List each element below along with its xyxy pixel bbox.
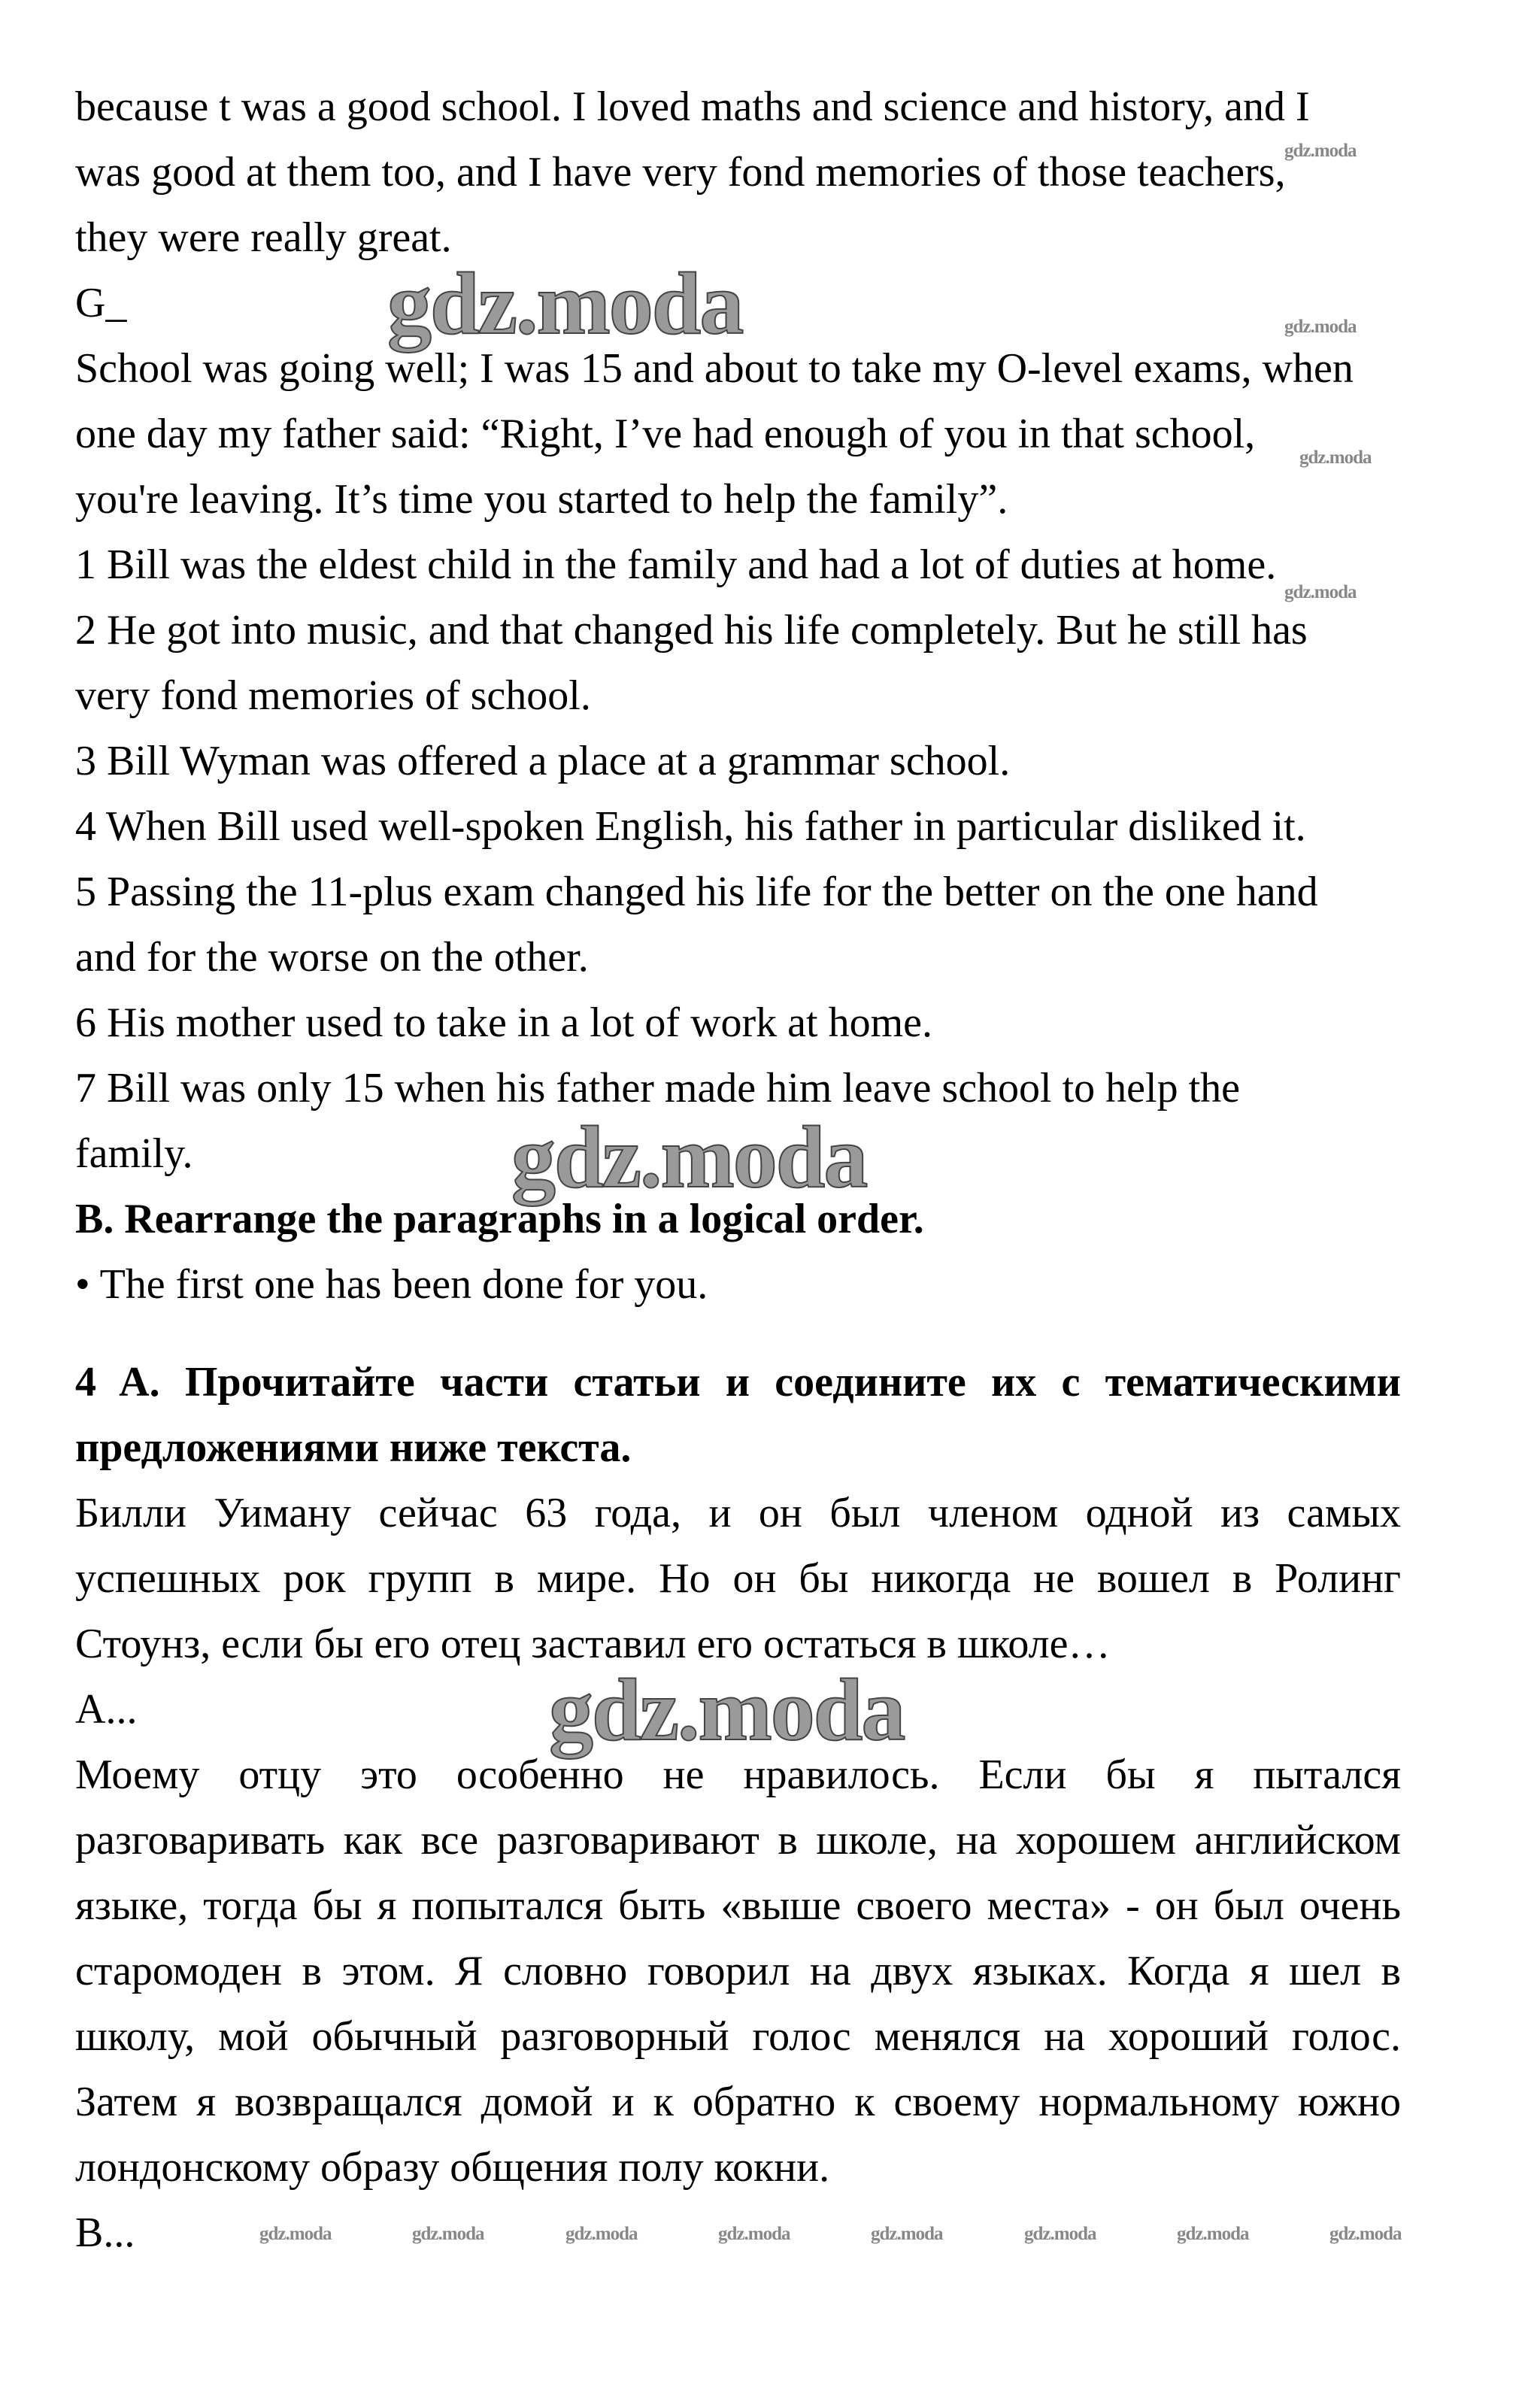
text-line: family. <box>75 1130 193 1177</box>
text-line: was good at them too, and I have very fond memories of those teachers, <box>75 149 1286 196</box>
watermark-logo: gdz.moda <box>511 1108 867 1206</box>
text-line: Стоунз, если бы его отец заставил его остаться в школе… <box>75 1621 1111 1667</box>
text-line: Затем я возвращался домой и к обратно к своему нормальному южно <box>75 2079 1401 2125</box>
text-line: разговаривать как все разговаривают в школе, на хорошем английском <box>75 1817 1401 1864</box>
heading-line: предложениями ниже текста. <box>75 1424 632 1471</box>
text-line: 3 Bill Wyman was offered a place at a grammar school. <box>75 738 1011 784</box>
text-line: • The first one has been done for you. <box>75 1261 708 1308</box>
text-line: one day my father said: “Right, I’ve had enough of you in that school, <box>75 411 1256 457</box>
watermark-small: gdz.moda <box>1284 317 1357 337</box>
watermark-small: gdz.moda <box>1329 2224 1402 2244</box>
watermark-logo: gdz.moda <box>387 254 743 353</box>
watermark-small: gdz.moda <box>1177 2224 1249 2244</box>
text-line: 1 Bill was the eldest child in the family and had a lot of duties at home. <box>75 541 1277 588</box>
watermark-small: gdz.moda <box>412 2224 484 2244</box>
text-line: языке, тогда бы я попытался быть «выше своего места» - он был очень <box>75 1882 1401 1929</box>
text-line: they were really great. <box>75 214 452 261</box>
watermark-small: gdz.moda <box>259 2224 332 2244</box>
watermark-small: gdz.moda <box>718 2224 790 2244</box>
text-line: 7 Bill was only 15 when his father made him leave school to help the <box>75 1065 1240 1112</box>
watermark-small: gdz.moda <box>1284 582 1357 602</box>
text-line: лондонскому образу общения полу кокни. <box>75 2144 830 2191</box>
text-line: very fond memories of school. <box>75 672 591 719</box>
text-line: Билли Уиману сейчас 63 года, и он был членом одной из самых <box>75 1490 1401 1536</box>
text-line: 5 Passing the 11-plus exam changed his life for the better on the one hand <box>75 869 1318 915</box>
watermark-small: gdz.moda <box>1024 2224 1096 2244</box>
watermark-small: gdz.moda <box>1299 447 1372 468</box>
text-line: 6 His mother used to take in a lot of work at home. <box>75 999 932 1046</box>
watermark-small: gdz.moda <box>1284 141 1357 161</box>
text-line: успешных рок групп в мире. Но он бы никогда не вошел в Ролинг <box>75 1555 1401 1602</box>
watermark-small: gdz.moda <box>565 2224 638 2244</box>
text-line: старомоден в этом. Я словно говорил на двух языках. Когда я шел в <box>75 1948 1401 1994</box>
watermark-small: gdz.moda <box>871 2224 943 2244</box>
watermark-logo: gdz.moda <box>549 1660 905 1759</box>
text-line: B... <box>75 2209 135 2256</box>
text-line: Моему отцу это особенно не нравилось. Если бы я пытался <box>75 1751 1401 1798</box>
text-line: because t was a good school. I loved maths and science and history, and I <box>75 83 1310 130</box>
heading-line: B. Rearrange the paragraphs in a logical order. <box>75 1196 924 1242</box>
text-line: 4 When Bill used well-spoken English, his father in particular disliked it. <box>75 803 1306 850</box>
heading-line: 4 A. Прочитайте части статьи и соедините их с тематическими <box>75 1359 1401 1406</box>
text-line: 2 He got into music, and that changed his life completely. But he still has <box>75 607 1308 654</box>
text-line: A... <box>75 1686 138 1733</box>
text-line: and for the worse on the other. <box>75 934 589 981</box>
text-line: you're leaving. It’s time you started to help the family”. <box>75 476 1008 523</box>
text-line: школу, мой обычный разговорный голос менялся на хороший голос. <box>75 2013 1401 2060</box>
text-line: G_ <box>75 280 127 326</box>
text-line: School was going well; I was 15 and about to take my O-level exams, when <box>75 345 1354 392</box>
